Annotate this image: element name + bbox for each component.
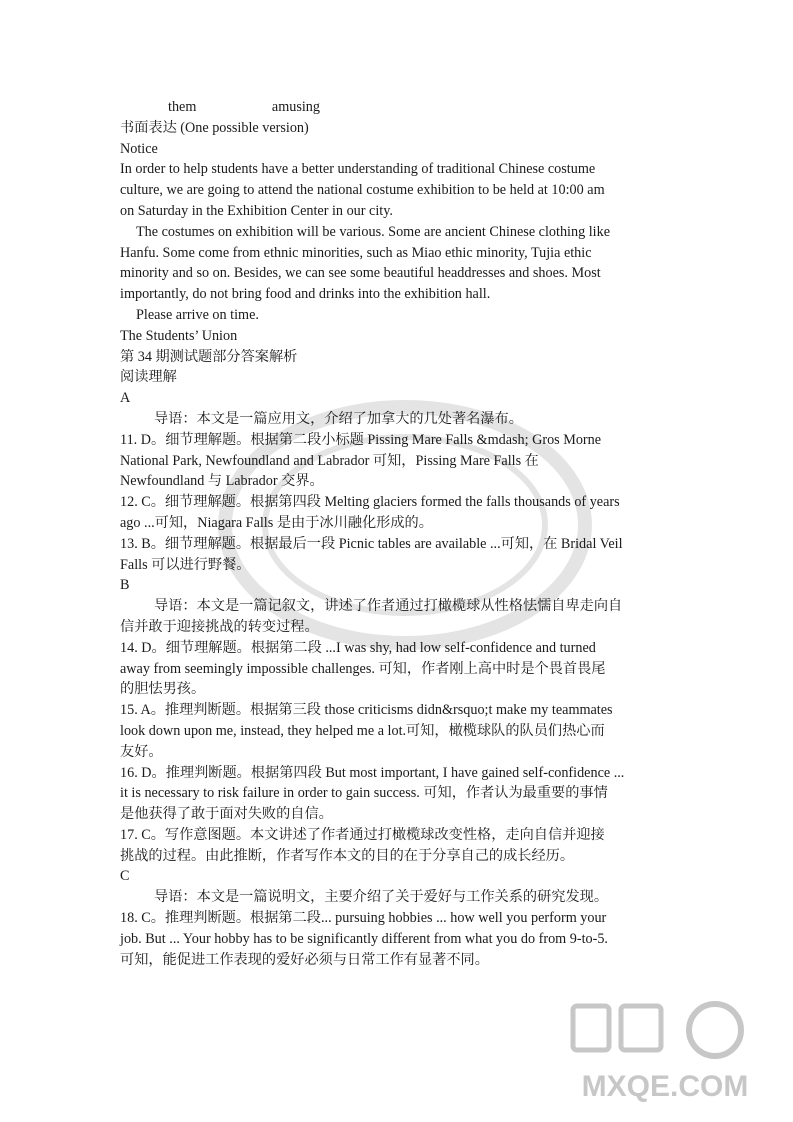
passage-intro: 导语：本文是一篇说明文，主要介绍了关于爱好与工作关系的研究发现。 — [154, 889, 609, 906]
logo-text: MXQE.COM — [581, 1070, 749, 1103]
answer-line: 友好。 — [120, 743, 163, 760]
notice-title: Notice — [120, 140, 158, 157]
answer-line: job. But ... Your hobby has to be significantly different from what you do from 9-to-5. — [120, 930, 608, 947]
answer-line: 是他获得了敢于面对失败的自信。 — [120, 806, 333, 823]
notice-line: Hanfu. Some come from ethnic minorities, such as Miao ethic minority, Tujia ethic — [120, 244, 592, 261]
passage-intro: 信并敢于迎接挑战的转变过程。 — [120, 618, 319, 635]
answer-line: 挑战的过程。由此推断，作者写作本文的目的在于分享自己的成长经历。 — [120, 847, 575, 864]
answer-line: 14. D。细节理解题。根据第二段 ...I was shy, had low self-confidence and turned — [120, 639, 596, 656]
writing-heading: 书面表达 (One possible version) — [120, 119, 309, 136]
notice-line: In order to help students have a better understanding of traditional Chinese costume — [120, 161, 596, 178]
site-logo — [565, 1000, 765, 1110]
answer-line: 可知，能促进工作表现的爱好必须与日常工作有显著不同。 — [120, 951, 489, 968]
answer-line: it is necessary to risk failure in order to gain success. 可知，作者认为最重要的事情 — [120, 785, 608, 802]
answer-line: 11. D。细节理解题。根据第二段小标题 Pissing Mare Falls &mdash; Gros Morne — [120, 431, 602, 448]
notice-line: culture, we are going to attend the national costume exhibition to be held at 10:00 am — [120, 182, 605, 199]
answer-line: National Park, Newfoundland and Labrador 可知，Pissing Mare Falls 在 — [120, 452, 539, 469]
answer-line: 17. C。写作意图题。本文讲述了作者通过打橄榄球改变性格，走向自信并迎接 — [120, 826, 605, 843]
answer-line: away from seemingly impossible challenges. 可知，作者刚上高中时是个畏首畏尾 — [120, 660, 606, 677]
passage-intro: 导语：本文是一篇应用文，介绍了加拿大的几处著名瀑布。 — [154, 410, 523, 427]
notice-signature: The Students’ Union — [120, 327, 238, 344]
answer-line: 15. A。推理判断题。根据第三段 those criticisms didn&rsquo;t make my teammates — [120, 702, 613, 719]
notice-line: The costumes on exhibition will be various. Some are ancient Chinese clothing like — [136, 223, 610, 240]
answer-line: 的胆怯男孩。 — [120, 681, 206, 698]
analysis-title: 第 34 期测试题部分答案解析 — [120, 348, 298, 365]
notice-line: importantly, do not bring food and drinks into the exhibition hall. — [120, 286, 491, 303]
passage-label: C — [120, 868, 130, 885]
passage-intro: 导语：本文是一篇记叙文，讲述了作者通过打橄榄球从性格怯懦自卑走向自 — [154, 598, 623, 615]
answer-word: them — [168, 99, 197, 115]
answer-line: look down upon me, instead, they helped me a lot.可知，橄榄球队的队员们热心而 — [120, 722, 605, 739]
answer-word: amusing — [271, 99, 320, 115]
document-body — [120, 97, 680, 970]
answer-words-row — [120, 97, 680, 118]
notice-line: on Saturday in the Exhibition Center in our city. — [120, 202, 393, 219]
notice-line: Please arrive on time. — [136, 306, 259, 323]
answer-line: 16. D。推理判断题。根据第四段 But most important, I have gained self-confidence ... — [120, 764, 625, 781]
passage-label: B — [120, 577, 130, 594]
answer-line: Newfoundland 与 Labrador 交界。 — [120, 473, 324, 490]
answer-line: ago ...可知，Niagara Falls 是由于冰川融化形成的。 — [120, 514, 433, 531]
answer-line: 18. C。推理判断题。根据第二段... pursuing hobbies ... how well you perform your — [120, 910, 607, 927]
passage-label: A — [120, 390, 131, 407]
answer-line: Falls 可以进行野餐。 — [120, 556, 251, 573]
answer-line: 12. C。细节理解题。根据第四段 Melting glaciers formed the falls thousands of years — [120, 494, 620, 511]
section-title: 阅读理解 — [120, 369, 177, 386]
answer-line: 13. B。细节理解题。根据最后一段 Picnic tables are available ...可知，在 Bridal Veil — [120, 535, 623, 552]
notice-line: minority and so on. Besides, we can see some beautiful headdresses and shoes. Most — [120, 265, 601, 282]
